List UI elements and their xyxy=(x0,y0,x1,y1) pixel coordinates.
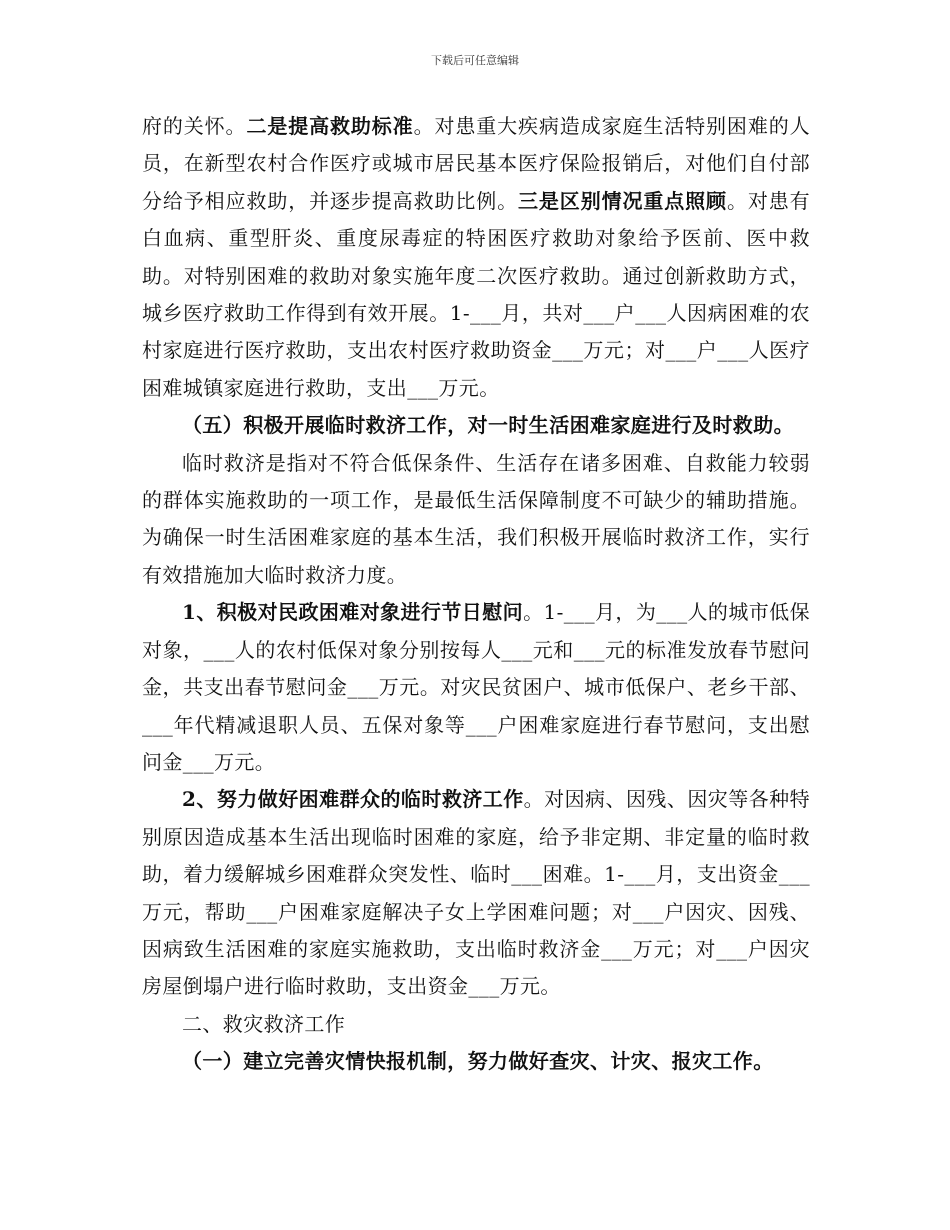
paragraph-temporary-relief xyxy=(142,445,810,595)
section-heading-2 xyxy=(142,1006,810,1043)
bold-heading-run: 二是提高救助标准 xyxy=(246,114,414,138)
paragraph-holiday-visits xyxy=(142,594,810,781)
text-run: 。对患重大疾病造成家庭生活特别困难的人员，在新型农村合作医疗或城市居民基本医疗保险报销后，对他们自付部分给予相应救助，并逐步提高救助比例。 xyxy=(142,114,810,213)
bold-heading-run: 三是区别情况重点照顾 xyxy=(518,188,727,213)
paragraph-temporary-aid-work xyxy=(142,781,810,1005)
bold-heading-run: （一）建立完善灾情快报机制，努力做好查灾、计灾、报灾工作。 xyxy=(182,1049,774,1074)
paragraph-medical-aid xyxy=(142,108,810,407)
text-run: 临时救济是指对不符合低保条件、生活存在诸多困难、自救能力较弱的群体实施救助的一项工作，是最低生活保障制度不可缺少的辅助措施。为确保一时生活困难家庭的基本生活，我们积极开展临时救济工作，实行有效措施加大临时救济力度。 xyxy=(142,450,810,587)
text-run: 。1-___月，为___人的城市低保对象，___人的农村低保对象分别按每人___元和___元的标准发放春节慰问金，共支出春节慰问金___万元。对灾民贫困户、城市低保户、老乡干部、___年代精减退职人员、五保对象等___户困难家庭进行春节慰问，支出慰问金___万元。 xyxy=(142,600,810,774)
bold-heading-run: 2、努力做好困难群众的临时救济工作 xyxy=(182,787,524,812)
text-run: 。对因病、因残、因灾等各种特别原因造成基本生活出现临时困难的家庭，给予非定期、非定量的临时救助，着力缓解城乡困难群众突发性、临时___困难。1-___月，支出资金___万元，帮助___户困难家庭解决子女上学困难问题；对___户因灾、因残、因病致生活困难的家庭实施救助，支出临时救济金___万元；对___户因灾房屋倒塌户进行临时救助，支出资金___万元。 xyxy=(142,787,810,999)
section-heading-2-1 xyxy=(142,1043,810,1080)
text-run: 二、救灾救济工作 xyxy=(182,1011,346,1036)
text-run: 府的关怀。 xyxy=(142,114,247,138)
text-run: 。对患有白血病、重型肝炎、重度尿毒症的特困医疗救助对象给予医前、医中救助。对特别困难的救助对象实施年度二次医疗救助。通过创新救助方式，城乡医疗救助工作得到有效开展。1-___月，共对___户___人因病困难的农村家庭进行医疗救助，支出农村医疗救助资金___万元；对___户___人医疗困难城镇家庭进行救助，支出___万元。 xyxy=(142,188,811,400)
bold-heading-run: （五）积极开展临时救济工作，对一时生活困难家庭进行及时救助。 xyxy=(182,413,794,438)
section-heading-5 xyxy=(142,407,810,444)
bold-heading-run: 1、积极对民政困难对象进行节日慰问 xyxy=(182,600,524,625)
page-header: 下载后可任意编辑 xyxy=(431,54,519,67)
body-text xyxy=(142,108,810,1081)
